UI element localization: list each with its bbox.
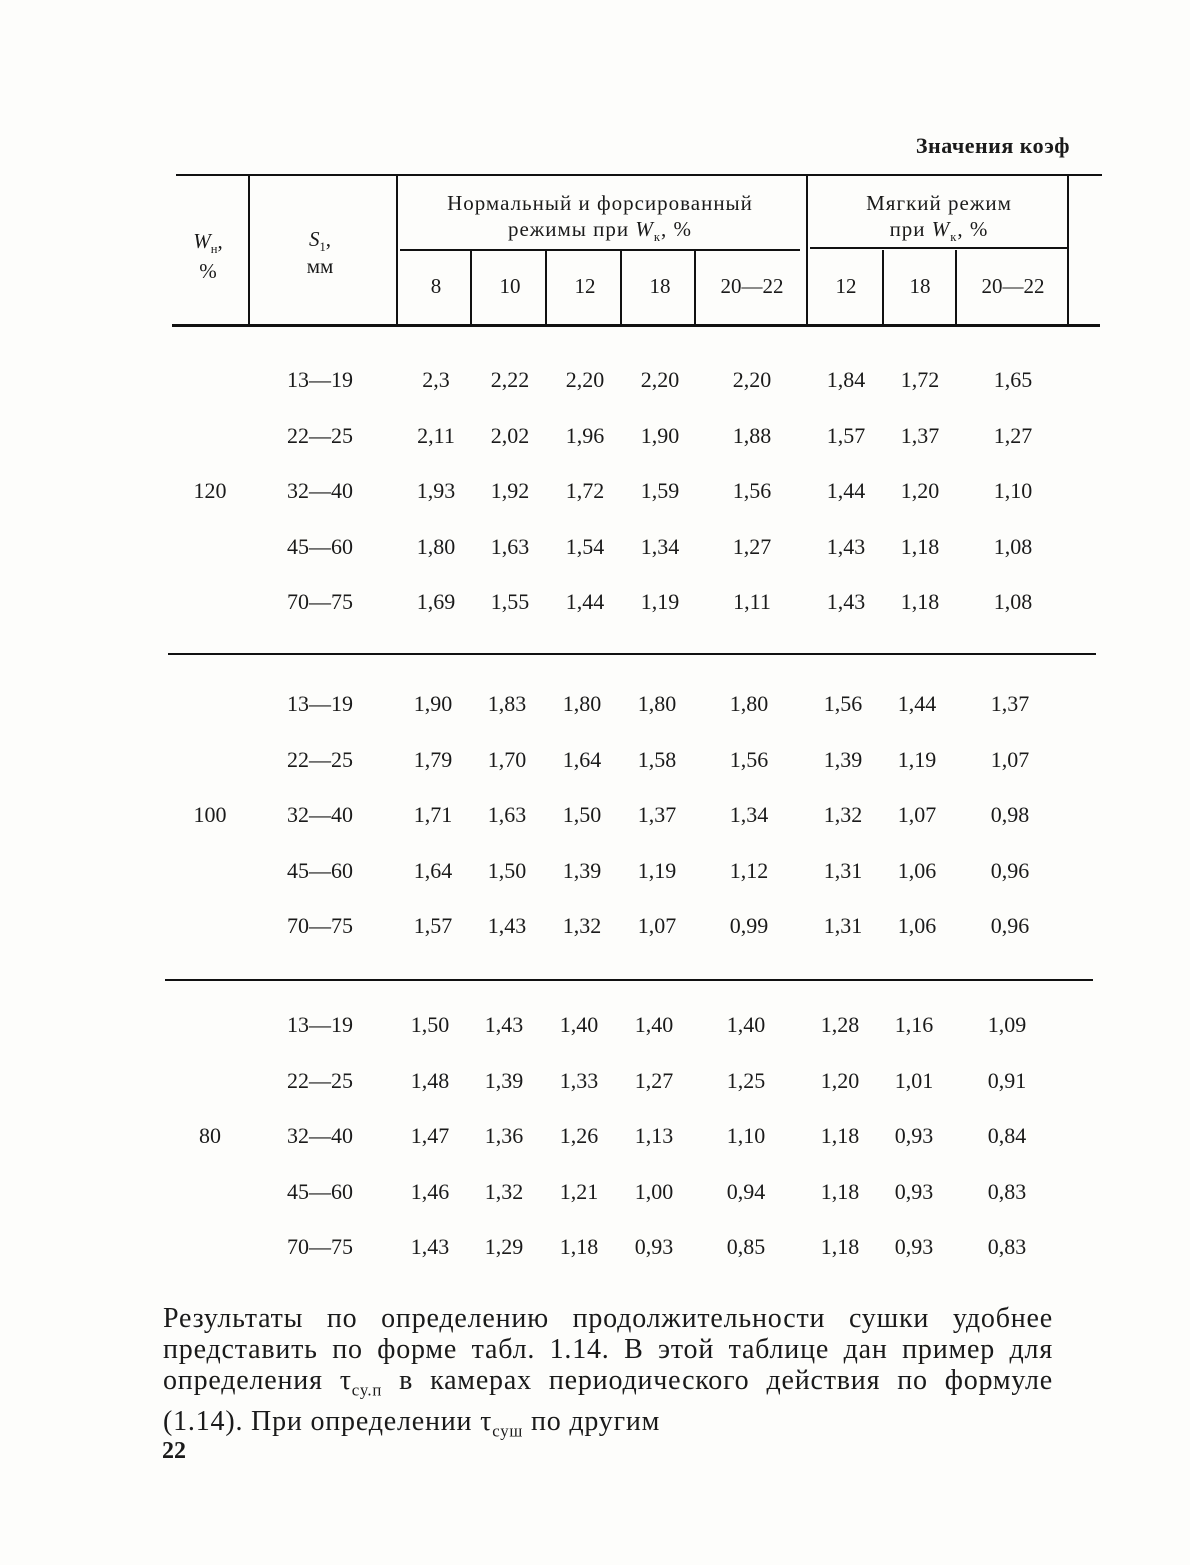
table-cell: 1,34 [729,802,769,827]
table-cell: 1,32 [484,1178,524,1204]
table-cell: 1,25 [726,1067,766,1093]
table-cell: 1,71 [413,802,453,827]
s-range: 45—60 [287,857,353,883]
group-separator-2 [165,979,1093,981]
table-cell: 1,21 [559,1178,599,1204]
table-cell: 0,99 [729,913,769,938]
table-cell: 1,12 [729,857,769,883]
table-cell: 1,80 [416,533,456,559]
table-cell: 1,31 [823,913,863,938]
table-cell: 1,08 [993,533,1033,559]
table-cell: 1,06 [897,857,937,883]
header-bottom-rule [172,324,1100,327]
table-cell: 1,20 [900,478,940,503]
header-group-normal-line1: Нормальный и форсированный [447,191,753,215]
table-cell: 1,43 [826,589,866,614]
body-paragraph: Результаты по определению продолжительности сушки удобнее представить по форме табл. 1.14. В этой таблице дан пример для определения $\tau_{су.п}$ в камерах периодического действия по формуле (1.14). При определении $\tau_{суш}$ по другим [163,1303,1053,1441]
table-cell: 1,93 [416,478,456,503]
vrule [248,176,250,324]
table-cell: 1,34 [640,533,680,559]
table-cell: 1,32 [562,913,602,938]
table-cell: 1,28 [820,1012,860,1037]
header-wn-unit: % [199,259,217,283]
column-header: 12 [574,274,596,298]
table-cell: 1,50 [487,857,527,883]
table-cell: 1,27 [993,422,1033,448]
table-cell: 1,64 [413,857,453,883]
table-cell: 0,96 [990,857,1030,883]
table-cell: 1,64 [562,746,602,772]
table-cell: 1,01 [894,1067,934,1093]
table-cell: 1,50 [562,802,602,827]
table-cell: 1,46 [410,1178,450,1204]
s-range: 32—40 [287,478,353,503]
table-cell: 1,65 [993,367,1033,392]
header-group-normal-line2: режимы при $W_к$, % [507,217,693,245]
table-cell: 0,98 [990,802,1030,827]
table-cell: 1,90 [640,422,680,448]
table-cell: 2,20 [640,367,680,392]
table-cell: 1,31 [823,857,863,883]
column-header: 12 [835,274,857,298]
table-cell: 1,32 [823,802,863,827]
table-cell: 1,33 [559,1067,599,1093]
table-cell: 1,07 [990,746,1030,772]
table-cell: 1,08 [993,589,1033,614]
table-cell: 0,93 [894,1123,934,1148]
table-cell: 1,40 [726,1012,766,1037]
table-cell: 1,44 [897,691,937,716]
table-cell: 1,43 [410,1234,450,1259]
table-cell: 1,50 [410,1012,450,1037]
table-cell: 2,20 [565,367,605,392]
table-cell: 1,90 [413,691,453,716]
table-cell: 1,39 [484,1067,524,1093]
table-cell: 1,11 [733,589,771,614]
table-cell: 1,19 [637,857,677,883]
column-header: 20—22 [720,274,784,298]
header-wn-symbol: $W_н$, [193,229,223,257]
s-range: 22—25 [287,1067,353,1093]
table-cell: 1,16 [894,1012,934,1037]
table-cell: 0,84 [987,1123,1027,1148]
header-s-symbol: $S_1$, [308,227,332,255]
table-cell: 1,54 [565,533,605,559]
table-cell: 1,43 [487,913,527,938]
header-group-soft-line1: Мягкий режим [866,191,1012,215]
table-cell: 0,93 [894,1178,934,1204]
table-cell: 1,40 [634,1012,674,1037]
table-cell: 1,37 [990,691,1030,716]
s-range: 13—19 [287,1012,353,1037]
table-cell: 1,92 [490,478,530,503]
table-cell: 1,18 [900,533,940,559]
table-cell: 1,56 [732,478,772,503]
table-cell: 1,13 [634,1123,674,1148]
table-cell: 1,10 [993,478,1033,503]
table-cell: 1,27 [732,533,772,559]
column-header: 18 [649,274,671,298]
table-cell: 1,18 [820,1123,860,1148]
table-cell: 1,18 [820,1178,860,1204]
table-cell: 1,63 [490,533,530,559]
table-cell: 1,43 [484,1012,524,1037]
table-cell: 1,10 [726,1123,766,1148]
header-group-soft-line2: при $W_к$, % [889,217,989,245]
s-range: 70—75 [287,1234,353,1259]
table-cell: 1,88 [732,422,772,448]
table-cell: 1,69 [416,589,456,614]
table-cell: 1,18 [900,589,940,614]
table-cell: 1,70 [487,746,527,772]
table-cell: 1,79 [413,746,453,772]
s-range: 70—75 [287,913,353,938]
table-cell: 1,63 [487,802,527,827]
table-cell: 1,72 [565,478,605,503]
table-cell: 1,96 [565,422,605,448]
table-cell: 1,55 [490,589,530,614]
group-separator-1 [168,653,1096,655]
table-cell: 1,36 [484,1123,524,1148]
table-cell: 1,18 [820,1234,860,1259]
table-cell: 1,20 [820,1067,860,1093]
table-cell: 1,26 [559,1123,599,1148]
vrule [806,176,808,324]
table-cell: 0,91 [987,1067,1027,1093]
table-cell: 1,19 [897,746,937,772]
table-cell: 1,39 [823,746,863,772]
wn-value: 100 [193,802,227,827]
column-header: 10 [499,274,521,298]
table-cell: 1,18 [559,1234,599,1259]
table-cell: 1,39 [562,857,602,883]
s-range: 13—19 [287,367,353,392]
table-cell: 0,93 [634,1234,674,1259]
table-cell: 1,40 [559,1012,599,1037]
table-cell: 1,44 [565,589,605,614]
table-cell: 0,83 [987,1234,1027,1259]
s-range: 22—25 [287,422,353,448]
table-cell: 1,27 [634,1067,674,1093]
s-range: 13—19 [287,691,353,716]
table-cell: 1,07 [897,802,937,827]
table-cell: 1,47 [410,1123,450,1148]
table-cell: 1,44 [826,478,866,503]
column-header: 18 [909,274,931,298]
table-cell: 1,09 [987,1012,1027,1037]
table-cell: 1,07 [637,913,677,938]
table-cell: 1,56 [729,746,769,772]
s-range: 45—60 [287,533,353,559]
table-cell: 1,00 [634,1178,674,1204]
wn-value: 80 [199,1123,221,1148]
table-cell: 2,22 [490,367,530,392]
table-cell: 0,96 [990,913,1030,938]
table-cell: 1,83 [487,691,527,716]
table-cell: 1,43 [826,533,866,559]
table-cell: 0,83 [987,1178,1027,1204]
table-cell: 1,56 [823,691,863,716]
table-caption: Значения коэф [915,133,1070,158]
s-range: 45—60 [287,1178,353,1204]
vrule [396,176,398,324]
table-cell: 1,84 [826,367,866,392]
column-header: 8 [430,274,442,298]
table-cell: 1,72 [900,367,940,392]
table-top-rule [176,174,1102,176]
table-cell: 2,02 [490,422,530,448]
table-cell: 1,37 [900,422,940,448]
table-cell: 1,80 [637,691,677,716]
s-range: 32—40 [287,802,353,827]
table-cell: 1,57 [826,422,866,448]
table-cell: 1,37 [637,802,677,827]
header-s-unit: мм [306,254,334,278]
table-cell: 1,57 [413,913,453,938]
table-cell: 1,19 [640,589,680,614]
table-cell: 2,11 [417,422,455,448]
s-range: 70—75 [287,589,353,614]
page-number: 22 [162,1438,186,1464]
table-cell: 0,85 [726,1234,766,1259]
table-cell: 0,93 [894,1234,934,1259]
wn-value: 120 [193,478,227,503]
table-cell: 1,58 [637,746,677,772]
s-range: 32—40 [287,1123,353,1148]
table-cell: 1,80 [729,691,769,716]
table-cell: 1,80 [562,691,602,716]
table-cell: 1,48 [410,1067,450,1093]
table-cell: 1,29 [484,1234,524,1259]
table-cell: 2,20 [732,367,772,392]
column-header: 20—22 [981,274,1045,298]
table-cell: 1,06 [897,913,937,938]
table-cell: 1,59 [640,478,680,503]
table-cell: 0,94 [726,1178,766,1204]
s-range: 22—25 [287,746,353,772]
table-cell: 2,3 [422,367,450,392]
